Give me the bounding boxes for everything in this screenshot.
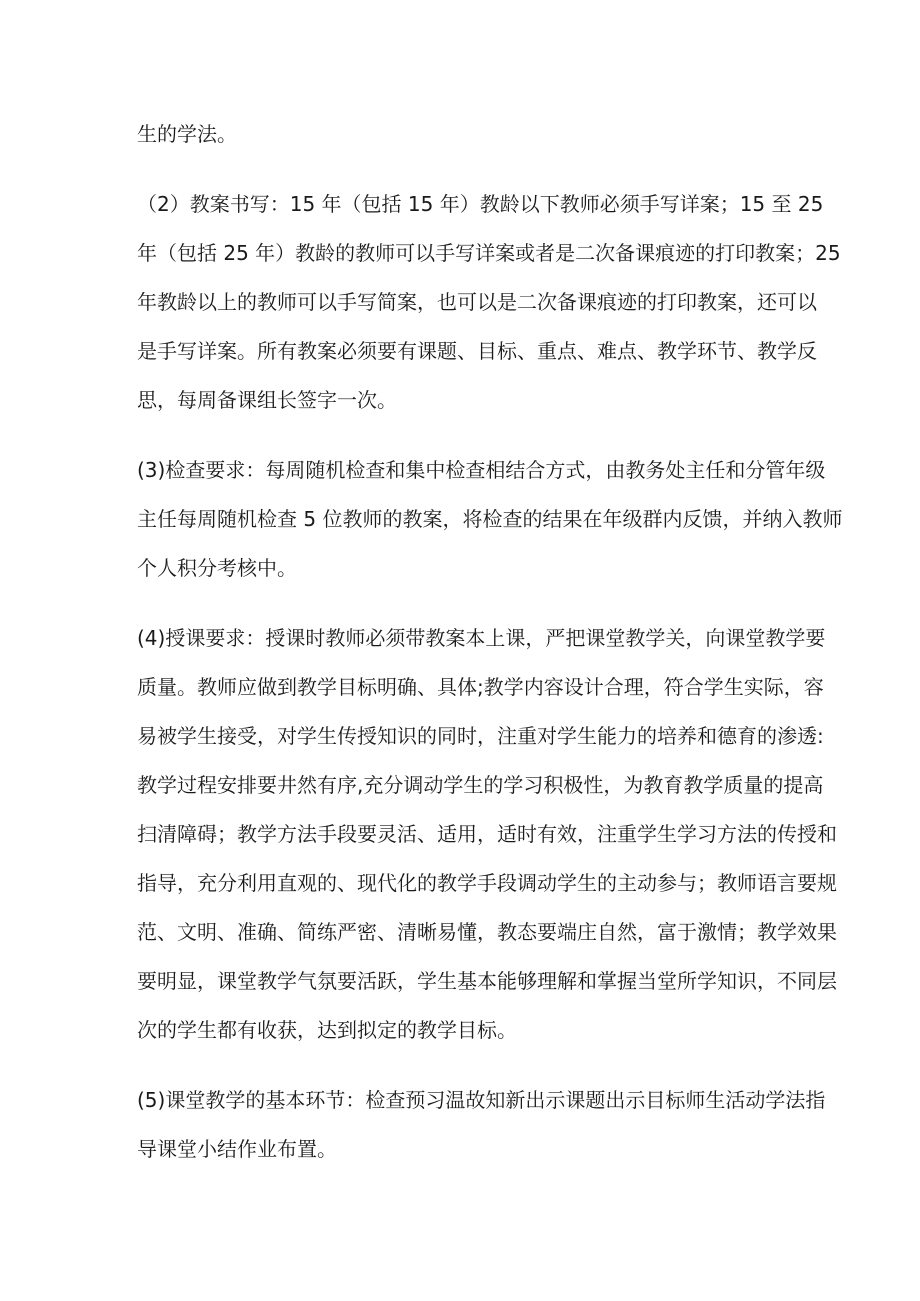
paragraph-line: 扫清障碍；教学方法手段要灵活、适用，适时有效，注重学生学习方法的传授和 [137, 822, 837, 846]
paragraph-line: 生的学法。 [137, 122, 237, 146]
paragraph-line: 年教龄以上的教师可以手写简案，也可以是二次备课痕迹的打印教案，还可以 [137, 290, 817, 314]
paragraph-line: 范、文明、准确、简练严密、清晰易懂，教态要端庄自然，富于激情；教学效果 [137, 920, 837, 944]
paragraph-line: 指导，充分利用直观的、现代化的教学手段调动学生的主动参与；教师语言要规 [137, 871, 837, 895]
paragraph-line: 个人积分考核中。 [137, 556, 297, 580]
paragraph-line: 易被学生接受，对学生传授知识的同时，注重对学生能力的培养和德育的渗透: [137, 724, 824, 748]
paragraph-line: (3)检查要求：每周随机检查和集中检查相结合方式，由教务处主任和分管年级 [137, 458, 826, 482]
paragraph-line: (4)授课要求：授课时教师必须带教案本上课，严把课堂教学关，向课堂教学要 [137, 626, 826, 650]
paragraph-line: (5)课堂教学的基本环节：检查预习温故知新出示课题出示目标师生活动学法指 [137, 1088, 826, 1112]
paragraph-line: 次的学生都有收获，达到拟定的教学目标。 [137, 1018, 517, 1042]
paragraph-line: （2）教案书写：15 年（包括 15 年）教龄以下教师必须手写详案；15 至 25 [137, 192, 824, 216]
paragraph-line: 思，每周备课组长签字一次。 [137, 388, 397, 412]
paragraph-line: 教学过程安排要井然有序,充分调动学生的学习积极性，为教育教学质量的提高 [137, 773, 824, 797]
paragraph-line: 主任每周随机检查 5 位教师的教案，将检查的结果在年级群内反馈，并纳入教师 [137, 507, 843, 531]
paragraph-line: 质量。教师应做到教学目标明确、具体;教学内容设计合理，符合学生实际，容 [137, 675, 824, 699]
paragraph-line: 年（包括 25 年）教龄的教师可以手写详案或者是二次备课痕迹的打印教案；25 [137, 241, 841, 265]
paragraph-line: 要明显，课堂教学气氛要活跃，学生基本能够理解和掌握当堂所学知识，不同层 [137, 969, 837, 993]
paragraph-line: 导课堂小结作业布置。 [137, 1137, 337, 1161]
paragraph-line: 是手写详案。所有教案必须要有课题、目标、重点、难点、教学环节、教学反 [137, 339, 817, 363]
